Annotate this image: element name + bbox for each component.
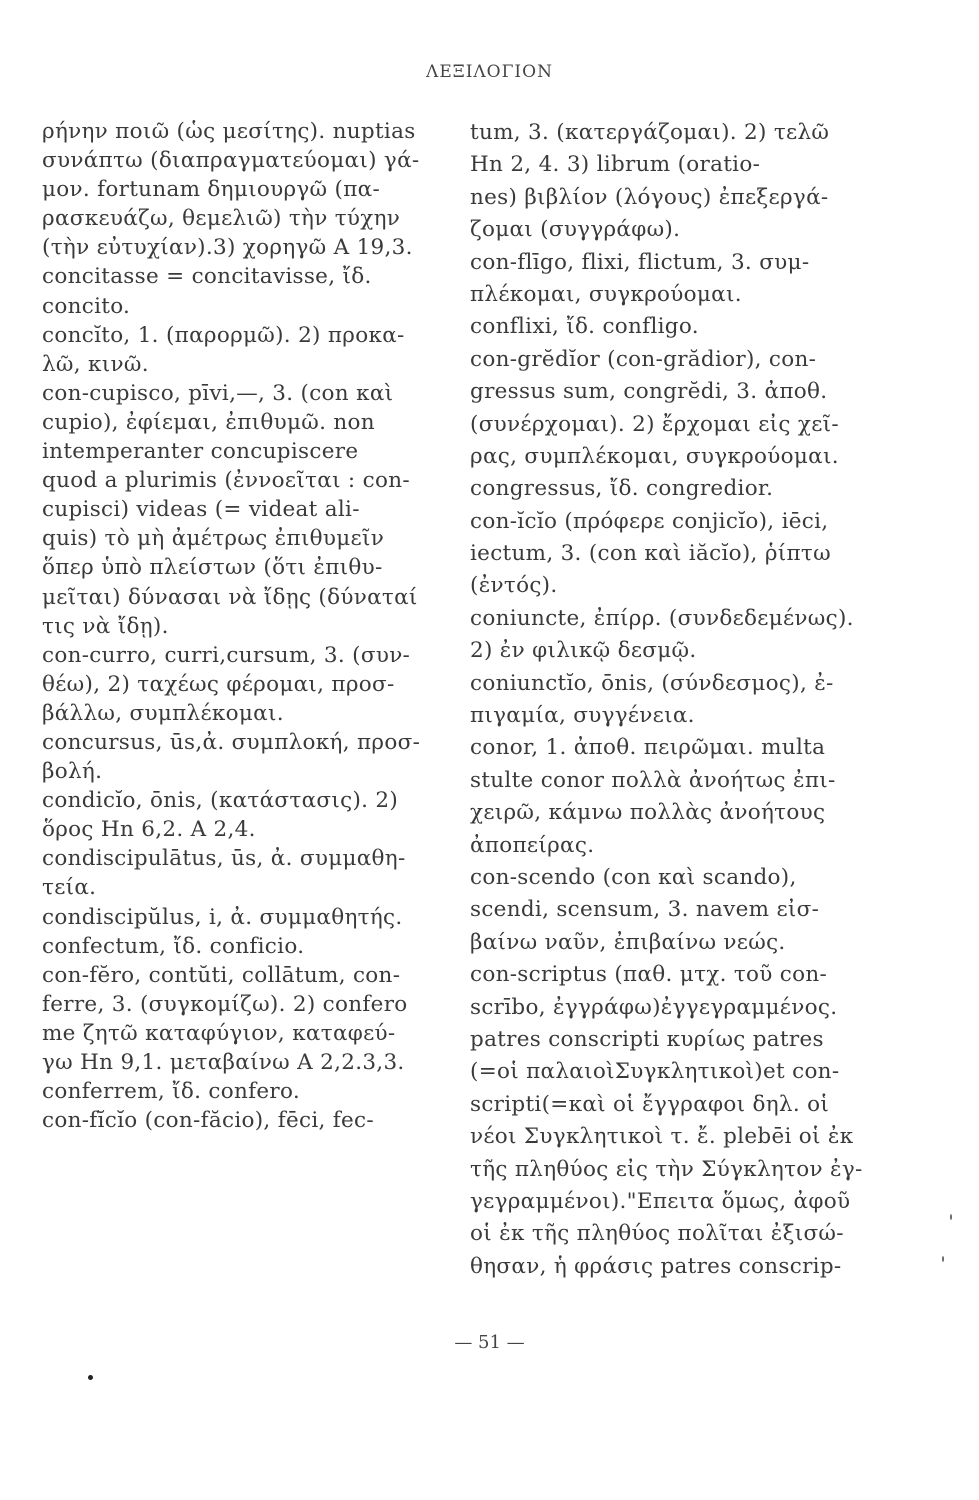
- dictionary-line: tum, 3. (κατεργάζομαι). 2) τελῶ: [470, 120, 830, 145]
- dictionary-line: iectum, 3. (con καὶ iăcĭo), ῥίπτω: [470, 541, 831, 567]
- page-number: — 51 —: [454, 1332, 525, 1353]
- dictionary-line: gressus sum, congrĕdi, 3. ἀποθ.: [470, 379, 828, 405]
- dictionary-line: conflixi, ἴδ. confligo.: [470, 314, 699, 340]
- dictionary-line: ἀποπείρας.: [470, 832, 595, 858]
- dictionary-line: patres conscripti κυρίως patres: [470, 1026, 824, 1052]
- dictionary-line: ferre, 3. (συγκομίζω). 2) confero: [42, 991, 408, 1017]
- dictionary-line: scripti(=καὶ οἱ ἔγγραφοι δηλ. οἱ: [470, 1091, 830, 1117]
- dictionary-line: λῶ, κινῶ.: [42, 351, 149, 377]
- left-column: [42, 117, 462, 1135]
- dictionary-line: confectum, ἴδ. conficio.: [42, 933, 305, 959]
- dictionary-line: ρας, συμπλέκομαι, συγκρούομαι.: [470, 443, 839, 469]
- dictionary-line: χειρῶ, κάμνω πολλὰς ἀνοήτους: [470, 800, 826, 826]
- dictionary-line: (τὴν εὐτυχίαν).3) χορηγῶ Α 19,3.: [42, 235, 413, 261]
- dictionary-line: (συνέρχομαι). 2) ἔρχομαι εἰς χεῖ-: [470, 411, 839, 437]
- dictionary-line: conferrem, ἴδ. confero.: [42, 1079, 300, 1105]
- dictionary-line: stulte conor πολλὰ ἀνοήτως ἐπι-: [470, 767, 836, 793]
- dictionary-line: conor, 1. ἀποθ. πειρῶμαι. multa: [470, 735, 826, 761]
- dictionary-line: intemperanter concupiscere: [42, 439, 359, 465]
- dictionary-line: νέοι Συγκλητικοὶ τ. ἔ. plebēi οἱ ἐκ: [470, 1124, 854, 1150]
- dictionary-line: συνάπτω (διαπραγματεύομαι) γά-: [42, 148, 420, 174]
- dictionary-line: οἱ ἐκ τῆς πληθύος πολῖται ἐξισώ-: [470, 1221, 844, 1247]
- margin-mark: [942, 1256, 944, 1262]
- dictionary-line: (=οἱ παλαιοὶΣυγκλητικοὶ)et con-: [470, 1059, 840, 1085]
- dictionary-line: Hn 2, 4. 3) librum (oratio-: [470, 152, 761, 178]
- dictionary-line: nes) βιβλίον (λόγους) ἐπεξεργά-: [470, 184, 829, 210]
- dictionary-line: γω Hn 9,1. μεταβαίνω A 2,2.3,3.: [42, 1050, 405, 1075]
- dictionary-line: condicĭo, ōnis, (κατάστασις). 2): [42, 788, 399, 814]
- dictionary-line: con-fĭcĭo (con-făcio), fēci, fec-: [42, 1108, 374, 1134]
- dictionary-line: βολή.: [42, 759, 103, 785]
- margin-mark: [950, 1214, 952, 1220]
- dictionary-line: μον. fortunam δημιουργῶ (πα-: [42, 177, 381, 203]
- dictionary-line: cupio), ἐφίεμαι, ἐπιθυμῶ. non: [42, 409, 375, 435]
- dictionary-line: θέω), 2) ταχέως φέρομαι, προσ-: [42, 671, 395, 697]
- dictionary-line: ρήνην ποιῶ (ὡς μεσίτης). nuptias: [42, 119, 416, 144]
- dictionary-line: θησαν, ἡ φράσις patres conscrip-: [470, 1253, 842, 1279]
- dictionary-line: ὅπερ ὑπὸ πλείστων (ὅτι ἐπιθυ-: [42, 555, 383, 581]
- dictionary-line: γεγραμμένοι)."Επειτα ὅμως, ἀφοῦ: [470, 1188, 851, 1214]
- dictionary-line: scendi, scensum, 3. navem εἰσ-: [470, 897, 820, 923]
- dictionary-line: concitasse = concitavisse, ἴδ.: [42, 264, 372, 290]
- dictionary-line: condiscipŭlus, i, ἀ. συμμαθητής.: [42, 904, 403, 930]
- dictionary-line: con-fĕro, contŭti, collātum, con-: [42, 962, 401, 988]
- dictionary-line: me ζητῶ καταφύγιον, καταφεύ-: [42, 1020, 396, 1046]
- dictionary-line: τις νὰ ἴδῃ).: [42, 613, 169, 639]
- dictionary-line: πλέκομαι, συγκρούομαι.: [470, 281, 742, 307]
- dictionary-line: μεῖται) δύνασαι νὰ ἴδῃς (δύναταί: [42, 584, 418, 610]
- dictionary-line: concito.: [42, 293, 131, 319]
- dictionary-line: coniuncte, ἐπίρρ. (συνδεδεμένως).: [470, 605, 854, 631]
- dictionary-line: ὅρος Hn 6,2. A 2,4.: [42, 817, 256, 843]
- dictionary-line: concursus, ūs,ἀ. συμπλοκή, προσ-: [42, 729, 421, 755]
- dictionary-line: quis) τὸ μὴ ἀμέτρως ἐπιθυμεῖν: [42, 526, 385, 552]
- dictionary-line: con-grĕdĭor (con-grădior), con-: [470, 346, 817, 372]
- dictionary-line: cupisci) videas (= videat ali-: [42, 497, 360, 523]
- dictionary-line: βαίνω ναῦν, ἐπιβαίνω νεώς.: [470, 929, 786, 955]
- page-header-title: ΛΕΞΙΛΟΓΙΟΝ: [426, 62, 553, 82]
- dictionary-line: βάλλω, συμπλέκομαι.: [42, 700, 284, 726]
- dictionary-line: concĭto, 1. (παρορμῶ). 2) προκα-: [42, 322, 405, 348]
- dictionary-line: τεία.: [42, 875, 97, 901]
- dictionary-line: τῆς πληθύος εἰς τὴν Σύγκλητον ἐγ-: [470, 1156, 863, 1182]
- dictionary-line: con-scendo (con καὶ scando),: [470, 864, 797, 890]
- dictionary-line: (ἐντός).: [470, 573, 558, 599]
- dictionary-line: quod a plurimis (ἐννοεῖται : con-: [42, 468, 410, 494]
- dictionary-line: con-scriptus (παθ. μτχ. τοῦ con-: [470, 962, 828, 988]
- dictionary-line: condiscipulātus, ūs, ἀ. συμμαθη-: [42, 846, 406, 872]
- right-column: [470, 117, 900, 1283]
- dictionary-line: 2) ἐν φιλικῷ δεσμῷ.: [470, 638, 697, 664]
- dictionary-line: congressus, ἴδ. congredior.: [470, 476, 774, 502]
- dictionary-line: scrībo, ἐγγράφω)ἐγγεγραμμένος.: [470, 994, 838, 1020]
- dictionary-line: con-curro, curri,cursum, 3. (συν-: [42, 642, 411, 668]
- dictionary-line: ρασκευάζω, θεμελιῶ) τὴν τύχην: [42, 206, 401, 232]
- dictionary-line: coniunctĭo, ōnis, (σύνδεσμος), ἐ-: [470, 670, 834, 696]
- dictionary-line: con-cupisco, pīvi,—, 3. (con καὶ: [42, 380, 394, 406]
- dictionary-line: πιγαμία, συγγένεια.: [470, 703, 695, 729]
- dictionary-line: ζομαι (συγγράφω).: [470, 217, 681, 243]
- ink-speck: [88, 1375, 93, 1380]
- dictionary-line: con-ĭcĭo (πρόφερε conjicĭo), iēci,: [470, 508, 829, 534]
- dictionary-line: con-flīgo, flixi, flictum, 3. συμ-: [470, 249, 810, 275]
